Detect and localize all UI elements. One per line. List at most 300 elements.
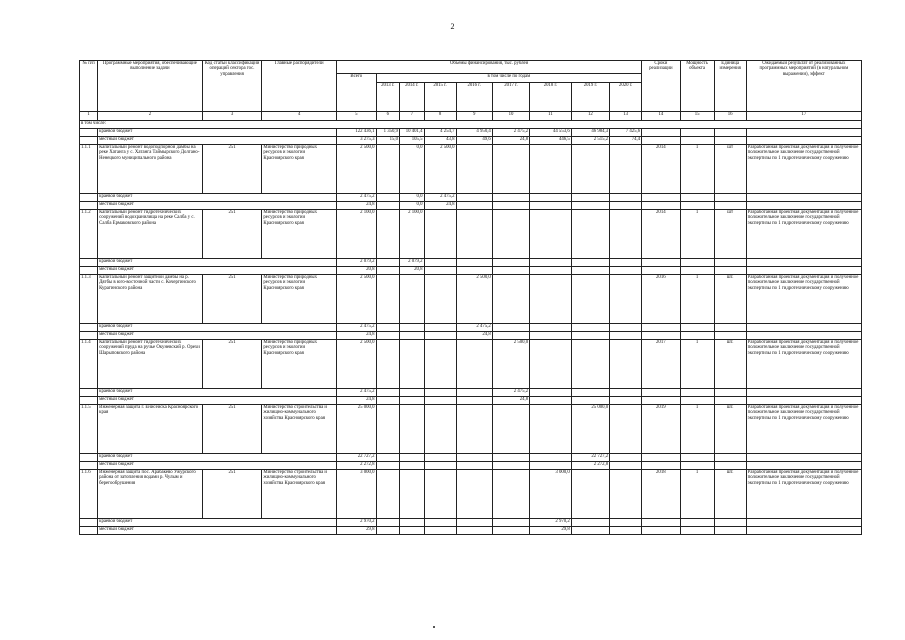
budget-year-value: [571, 194, 609, 202]
budget-year-value: [610, 389, 642, 397]
item-year-value: 25 000,0: [571, 405, 609, 454]
item-code: 251: [202, 210, 262, 259]
budget-year-value: 1 350,9: [376, 129, 399, 137]
budget-year-value: 24,8: [456, 332, 492, 340]
budget-year-value: [530, 259, 572, 267]
budget-year-value: [530, 267, 572, 275]
blank-cell: [642, 462, 680, 470]
item-deadline: 2014: [642, 145, 680, 194]
blank-cell: [746, 332, 861, 340]
item-capacity: 1: [680, 210, 714, 259]
blank-cell: [80, 129, 98, 137]
item-year-value: [456, 145, 492, 194]
item-budget-row: [80, 389, 862, 397]
item-year-value: 0,0: [400, 145, 425, 194]
blank-cell: [746, 194, 861, 202]
item-code: 251: [202, 275, 262, 324]
column-number: 7: [400, 112, 425, 121]
blank-cell: [80, 194, 98, 202]
budget-year-value: 29,8: [530, 527, 572, 535]
budget-year-value: [456, 397, 492, 405]
item-year-value: [376, 145, 399, 194]
item-result: Разработанная проектная документация и полученное положительное заключение государственной экспертизы по 1 гидротехническому сооружению: [746, 145, 861, 194]
budget-name: местный бюджет: [98, 527, 337, 535]
budget-year-value: [376, 527, 399, 535]
blank-cell: [80, 137, 98, 145]
blank-cell: [714, 202, 746, 210]
column-number: 5: [337, 112, 376, 121]
column-number: 12: [571, 112, 609, 121]
blank-cell: [680, 129, 714, 137]
blank-cell: [80, 267, 98, 275]
budget-year-value: 2 475,2: [492, 129, 529, 137]
item-result: Разработанная проектная документация и полученное положительное заключение государственной экспертизы по 1 гидротехническому сооружению: [746, 405, 861, 454]
blank-cell: [80, 259, 98, 267]
item-year-value: [610, 470, 642, 519]
summary-budget-row: [80, 129, 862, 137]
item-year-value: [610, 210, 642, 259]
blank-cell: [680, 332, 714, 340]
blank-cell: [680, 267, 714, 275]
budget-year-value: [456, 462, 492, 470]
item-manager: Министерство природных ресурсов и экологии Красноярского края: [262, 210, 337, 259]
budget-year-value: 2 970,2: [530, 519, 572, 527]
blank-cell: [714, 137, 746, 145]
item-year-value: [530, 145, 572, 194]
budget-year-value: [492, 194, 529, 202]
budget-year-value: [456, 389, 492, 397]
blank-cell: [680, 324, 714, 332]
item-budget-row: [80, 324, 862, 332]
budget-total: 24,8: [337, 397, 376, 405]
column-number: 6: [376, 112, 399, 121]
budget-total: 20,8: [337, 267, 376, 275]
budget-year-value: [400, 389, 425, 397]
blank-cell: [680, 259, 714, 267]
item-year-value: [456, 210, 492, 259]
header-year: 2016 г.: [456, 83, 492, 112]
item-code: 251: [202, 145, 262, 194]
budget-year-value: 22 727,2: [571, 454, 609, 462]
budget-year-value: 446,5: [530, 137, 572, 145]
budget-year-value: [492, 202, 529, 210]
budget-year-value: 15,0: [376, 137, 399, 145]
budget-year-value: [530, 462, 572, 470]
item-number: 1.1.2: [80, 210, 98, 259]
table-row: [80, 145, 862, 194]
budget-year-value: 2 272,8: [571, 462, 609, 470]
budget-year-value: [530, 397, 572, 405]
item-unit: шт.: [714, 275, 746, 324]
blank-cell: [642, 202, 680, 210]
budget-total: 2 970,2: [337, 519, 376, 527]
header-year: 2013 г.: [376, 83, 399, 112]
budget-year-value: [610, 332, 642, 340]
item-year-value: [456, 470, 492, 519]
item-name: Капитальный ремонт гидротехнических сооружений водохранилища на реке Салба у с. Салба Ермаковского района: [98, 210, 203, 259]
budget-year-value: [376, 332, 399, 340]
item-year-value: [610, 405, 642, 454]
item-year-value: [400, 275, 425, 324]
item-year-value: [610, 145, 642, 194]
budget-year-value: 0,0: [400, 194, 425, 202]
blank-cell: [642, 324, 680, 332]
budget-year-value: [424, 454, 456, 462]
blank-cell: [714, 259, 746, 267]
summary-label: в том числе:: [80, 121, 862, 129]
budget-year-value: [530, 454, 572, 462]
header-year: 2014 г.: [400, 83, 425, 112]
blank-cell: [680, 397, 714, 405]
budget-year-value: [376, 389, 399, 397]
item-capacity: 1: [680, 470, 714, 519]
budget-year-value: 43,8: [424, 137, 456, 145]
blank-cell: [746, 397, 861, 405]
budget-year-value: [610, 397, 642, 405]
budget-total: 2 475,2: [337, 324, 376, 332]
item-unit: шт.: [714, 405, 746, 454]
item-number: 1.1.1: [80, 145, 98, 194]
budget-year-value: [376, 267, 399, 275]
table-row: [80, 275, 862, 324]
budget-year-value: [376, 519, 399, 527]
item-year-value: [610, 275, 642, 324]
budget-year-value: 10 401,4: [400, 129, 425, 137]
budget-year-value: [456, 454, 492, 462]
budget-year-value: [530, 202, 572, 210]
column-number: 16: [714, 112, 746, 121]
item-deadline: 2018: [642, 470, 680, 519]
item-total: 2 500,0: [337, 275, 376, 324]
budget-year-value: [424, 519, 456, 527]
budget-name: местный бюджет: [98, 267, 337, 275]
item-code: 251: [202, 470, 262, 519]
item-budget-row: [80, 267, 862, 275]
blank-cell: [680, 454, 714, 462]
blank-cell: [642, 194, 680, 202]
budget-year-value: [400, 462, 425, 470]
blank-cell: [642, 259, 680, 267]
item-manager: Министерство природных ресурсов и экологии Красноярского края: [262, 340, 337, 389]
budget-year-value: 20,8: [400, 267, 425, 275]
budget-total: 22 727,2: [337, 454, 376, 462]
budget-year-value: [492, 267, 529, 275]
item-number: 1.1.4: [80, 340, 98, 389]
blank-cell: [80, 527, 98, 535]
table-row: [80, 340, 862, 389]
item-unit: шт: [714, 210, 746, 259]
item-year-value: [530, 210, 572, 259]
header-program: Программные мероприятия, обеспечивающие выполнение задачи: [98, 61, 203, 112]
item-capacity: 1: [680, 275, 714, 324]
header-capacity: Мощность объекта: [680, 61, 714, 112]
budget-year-value: [376, 454, 399, 462]
item-budget-row: [80, 397, 862, 405]
budget-name: краевой бюджет: [98, 259, 337, 267]
header-year: 2018 г.: [530, 83, 572, 112]
item-year-value: [492, 275, 529, 324]
budget-name: краевой бюджет: [98, 519, 337, 527]
blank-cell: [714, 527, 746, 535]
budget-name: краевой бюджет: [98, 389, 337, 397]
budget-year-value: [376, 462, 399, 470]
item-name: Капитальный ремонт водоподпорной дамбы на реке Хатанга у с. Хатанга Таймырского Долгано-Ненецкого муниципального района: [98, 145, 203, 194]
item-number: 1.1.3: [80, 275, 98, 324]
item-year-value: [530, 340, 572, 389]
blank-cell: [680, 527, 714, 535]
blank-cell: [714, 332, 746, 340]
item-year-value: [571, 145, 609, 194]
budget-name: местный бюджет: [98, 462, 337, 470]
blank-cell: [746, 324, 861, 332]
item-result: Разработанная проектная документация и полученное положительное заключение государственной экспертизы по 1 гидротехническому сооружению: [746, 470, 861, 519]
item-year-value: [400, 340, 425, 389]
budget-total: 122 436,1: [337, 129, 376, 137]
item-manager: Министерство строительства и жилищно-коммунального хозяйства Красноярского края: [262, 470, 337, 519]
budget-year-value: [400, 324, 425, 332]
budget-total: 2 475,2: [337, 194, 376, 202]
budget-year-value: [610, 202, 642, 210]
item-year-value: [492, 470, 529, 519]
budget-year-value: [492, 527, 529, 535]
blank-cell: [80, 389, 98, 397]
column-number: 2: [98, 112, 203, 121]
budget-year-value: [400, 454, 425, 462]
item-year-value: [456, 405, 492, 454]
blank-cell: [642, 527, 680, 535]
budget-name: местный бюджет: [98, 137, 337, 145]
item-year-value: [571, 210, 609, 259]
blank-cell: [746, 527, 861, 535]
blank-cell: [680, 202, 714, 210]
blank-cell: [80, 454, 98, 462]
column-number: 3: [202, 112, 262, 121]
item-budget-row: [80, 332, 862, 340]
item-budget-row: [80, 202, 862, 210]
column-number: 9: [456, 112, 492, 121]
item-year-value: [424, 340, 456, 389]
page-number: 2: [450, 22, 455, 31]
header-manager: Главные распорядители: [262, 61, 337, 112]
item-deadline: 2017: [642, 340, 680, 389]
program-table: [79, 60, 862, 535]
budget-name: местный бюджет: [98, 332, 337, 340]
item-result: Разработанная проектная документация и полученное положительное заключение государственной экспертизы по 1 гидротехническому сооружению: [746, 210, 861, 259]
budget-year-value: [571, 202, 609, 210]
blank-cell: [642, 389, 680, 397]
budget-year-value: [456, 202, 492, 210]
blank-cell: [642, 519, 680, 527]
blank-cell: [80, 397, 98, 405]
budget-year-value: [492, 519, 529, 527]
budget-year-value: [492, 332, 529, 340]
budget-year-value: 46 984,3: [571, 129, 609, 137]
blank-cell: [746, 202, 861, 210]
item-year-value: [376, 470, 399, 519]
budget-year-value: 24,8: [424, 202, 456, 210]
blank-cell: [680, 194, 714, 202]
item-budget-row: [80, 519, 862, 527]
budget-year-value: [456, 519, 492, 527]
item-year-value: [400, 470, 425, 519]
budget-year-value: [571, 259, 609, 267]
header-deadline: Сроки реализации: [642, 61, 680, 112]
blank-cell: [746, 519, 861, 527]
budget-year-value: 2 475,2: [456, 324, 492, 332]
budget-year-value: [400, 527, 425, 535]
budget-name: краевой бюджет: [98, 194, 337, 202]
budget-year-value: [610, 324, 642, 332]
budget-year-value: [376, 397, 399, 405]
header-volumes: Объемы финансирования, тыс. рублей: [337, 61, 642, 74]
item-capacity: 1: [680, 405, 714, 454]
budget-year-value: [376, 194, 399, 202]
item-year-value: [424, 210, 456, 259]
header-row: [80, 61, 862, 74]
budget-year-value: 2 475,2: [424, 194, 456, 202]
blank-cell: [714, 194, 746, 202]
item-unit: шт.: [714, 470, 746, 519]
budget-year-value: [424, 527, 456, 535]
budget-year-value: [571, 324, 609, 332]
blank-cell: [642, 454, 680, 462]
item-year-value: [424, 275, 456, 324]
blank-cell: [80, 332, 98, 340]
budget-year-value: [492, 454, 529, 462]
budget-year-value: [610, 462, 642, 470]
blank-cell: [714, 397, 746, 405]
blank-cell: [80, 324, 98, 332]
budget-year-value: [530, 332, 572, 340]
budget-year-value: [424, 332, 456, 340]
blank-cell: [680, 519, 714, 527]
item-year-value: [456, 340, 492, 389]
item-budget-row: [80, 454, 862, 462]
budget-total: 2 475,2: [337, 389, 376, 397]
column-number: 11: [530, 112, 572, 121]
budget-year-value: [571, 397, 609, 405]
item-year-value: [571, 470, 609, 519]
item-year-value: [492, 405, 529, 454]
blank-cell: [746, 389, 861, 397]
summary-label-row: [80, 121, 862, 129]
budget-year-value: [492, 324, 529, 332]
blank-cell: [714, 324, 746, 332]
item-year-value: [376, 405, 399, 454]
blank-cell: [642, 397, 680, 405]
column-number: 13: [610, 112, 642, 121]
table-row: [80, 405, 862, 454]
budget-year-value: 2 515,2: [571, 137, 609, 145]
budget-year-value: 2 475,2: [492, 389, 529, 397]
column-number: 8: [424, 112, 456, 121]
item-total: 2 500,0: [337, 340, 376, 389]
header-year: 2017 г.: [492, 83, 529, 112]
item-deadline: 2016: [642, 275, 680, 324]
budget-year-value: [456, 259, 492, 267]
item-year-value: [492, 210, 529, 259]
budget-total: 2 272,8: [337, 462, 376, 470]
budget-year-value: [530, 194, 572, 202]
header-result: Ожидаемый результат от реализованных программных мероприятий (в натуральном выражении), эффект: [746, 61, 861, 112]
header-code: Код статьи классификации операций сектора гос. управления: [202, 61, 262, 112]
budget-year-value: [610, 259, 642, 267]
item-name: Инженерная защита пос. Арабакево Ужурского района от затопления водами р. Чулым и берегообрушения: [98, 470, 203, 519]
budget-year-value: [424, 259, 456, 267]
item-code: 251: [202, 340, 262, 389]
header-unit: Единица измерения: [714, 61, 746, 112]
item-year-value: [424, 470, 456, 519]
blank-cell: [642, 129, 680, 137]
budget-year-value: [376, 324, 399, 332]
budget-year-value: [610, 519, 642, 527]
budget-year-value: 105,5: [400, 137, 425, 145]
blank-cell: [746, 267, 861, 275]
blank-cell: [642, 332, 680, 340]
item-budget-row: [80, 259, 862, 267]
item-year-value: [571, 275, 609, 324]
item-year-value: [492, 145, 529, 194]
blank-cell: [680, 389, 714, 397]
blank-cell: [80, 462, 98, 470]
table-row: [80, 210, 862, 259]
item-year-value: [424, 405, 456, 454]
budget-year-value: [456, 267, 492, 275]
budget-year-value: [376, 202, 399, 210]
item-name: Инженерная защита г. Енисейска Красноярского края: [98, 405, 203, 454]
budget-year-value: [424, 462, 456, 470]
column-number: 14: [642, 112, 680, 121]
budget-name: краевой бюджет: [98, 454, 337, 462]
budget-total: 2 079,2: [337, 259, 376, 267]
item-year-value: [610, 340, 642, 389]
item-manager: Министерство природных ресурсов и экологии Красноярского края: [262, 145, 337, 194]
item-capacity: 1: [680, 145, 714, 194]
scan-dot: [433, 626, 435, 628]
item-year-value: [530, 405, 572, 454]
budget-year-value: [610, 194, 642, 202]
column-number: 17: [746, 112, 861, 121]
budget-total: 24,8: [337, 202, 376, 210]
budget-year-value: 24,8: [492, 397, 529, 405]
budget-year-value: [530, 389, 572, 397]
budget-year-value: [424, 397, 456, 405]
budget-name: местный бюджет: [98, 202, 337, 210]
budget-year-value: [376, 259, 399, 267]
item-name: Капитальный ремонт гидротехнических сооружений пруда на ручье Окуневский р. Орехи Шарыповского района: [98, 340, 203, 389]
item-year-value: 3 000,0: [530, 470, 572, 519]
blank-cell: [714, 267, 746, 275]
header-year: 2015 г.: [424, 83, 456, 112]
budget-year-value: [492, 462, 529, 470]
item-result: Разработанная проектная документация и полученное положительное заключение государственной экспертизы по 1 гидротехническому сооружению: [746, 275, 861, 324]
item-budget-row: [80, 194, 862, 202]
budget-year-value: [610, 527, 642, 535]
budget-total: 29,8: [337, 527, 376, 535]
blank-cell: [680, 137, 714, 145]
blank-cell: [80, 519, 98, 527]
blank-cell: [714, 389, 746, 397]
blank-cell: [746, 462, 861, 470]
blank-cell: [680, 462, 714, 470]
blank-cell: [746, 129, 861, 137]
budget-name: краевой бюджет: [98, 129, 337, 137]
item-name: Капитальный ремонт защитной дамбы на р. Дягбы в юго-восточной части с. Кочергинского Курагинского района: [98, 275, 203, 324]
item-manager: Министерство строительства и жилищно-коммунального хозяйства Красноярского края: [262, 405, 337, 454]
budget-name: местный бюджет: [98, 397, 337, 405]
item-budget-row: [80, 527, 862, 535]
blank-cell: [714, 462, 746, 470]
